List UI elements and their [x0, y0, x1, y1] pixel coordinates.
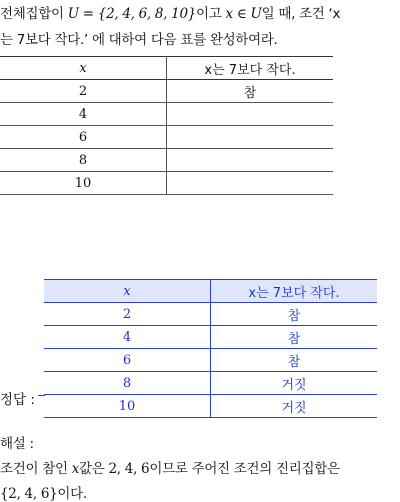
problem-text-1c: 일 때, 조건 ‘x	[261, 6, 341, 22]
table-row	[44, 372, 377, 395]
problem-text-1a: 전체집합이	[0, 6, 64, 22]
table-row	[0, 172, 333, 195]
table-row	[44, 349, 377, 372]
membership-condition: x ∈ U	[225, 6, 262, 22]
explanation-values: 2, 4, 6	[108, 461, 150, 477]
explanation-text-1b: 값은	[79, 461, 105, 477]
table-row	[44, 395, 377, 418]
answer-cell-x: 10	[44, 395, 211, 418]
table-row	[0, 126, 333, 149]
answer-cell-x: 4	[44, 326, 211, 349]
table-row	[0, 80, 333, 103]
question-cell-x: 10	[0, 172, 167, 195]
answer-cell-value: 참	[211, 303, 378, 326]
explanation-text-1a: 조건이 참인	[0, 461, 68, 477]
explanation-label: 해설 :	[0, 436, 34, 452]
question-cell-value	[167, 126, 334, 149]
question-table	[0, 56, 333, 195]
answer-cell-value: 거짓	[211, 395, 378, 418]
question-cell-value	[167, 172, 334, 195]
question-cell-value: 참	[167, 80, 334, 103]
question-header-condition: x는 7보다 작다.	[167, 57, 334, 80]
table-row	[44, 303, 377, 326]
question-header-x: x	[0, 57, 167, 80]
explanation-line-2	[0, 482, 87, 502]
problem-line-1	[0, 2, 340, 22]
table-row	[0, 149, 333, 172]
problem-line-2: 는 7보다 작다.’ 에 대하여 다음 표를 완성하여라.	[0, 32, 278, 48]
answer-label: 정답 :	[0, 392, 35, 408]
question-cell-x: 6	[0, 126, 167, 149]
truth-set: {2, 4, 6}	[0, 486, 58, 502]
problem-text-1b: 이고	[196, 6, 222, 22]
question-cell-x: 2	[0, 80, 167, 103]
question-cell-x: 8	[0, 149, 167, 172]
answer-header-x: x	[44, 280, 211, 303]
answer-cell-x: 8	[44, 372, 211, 395]
table-row	[0, 103, 333, 126]
explanation-text-2b: 이다.	[57, 486, 87, 502]
answer-cell-x: 6	[44, 349, 211, 372]
question-cell-value	[167, 149, 334, 172]
universal-set: U = {2, 4, 6, 8, 10}	[67, 6, 197, 22]
answer-table-header	[44, 280, 377, 303]
explanation-line-1	[0, 457, 340, 477]
answer-cell-value: 참	[211, 326, 378, 349]
question-cell-x: 4	[0, 103, 167, 126]
answer-header-condition: x는 7보다 작다.	[211, 280, 378, 303]
explanation-variable: x	[71, 461, 80, 477]
answer-table	[44, 279, 377, 418]
question-table-header	[0, 57, 333, 80]
answer-cell-x: 2	[44, 303, 211, 326]
answer-cell-value: 거짓	[211, 372, 378, 395]
question-cell-value	[167, 103, 334, 126]
table-row	[44, 326, 377, 349]
answer-cell-value: 참	[211, 349, 378, 372]
explanation-text-1c: 이므로 주어진 조건의 진리집합은	[149, 461, 340, 477]
